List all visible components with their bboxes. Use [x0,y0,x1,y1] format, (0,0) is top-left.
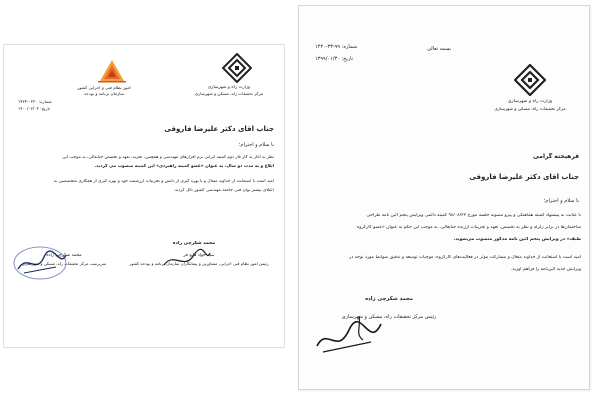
left-letter-page [3,44,285,348]
recipient: جناب آقای دکتر علیرضا فاروقی [164,125,274,133]
ministry-logo [514,64,546,96]
letter-number: شماره: ۹۹-۳۳-۱۴۳۰ [315,44,358,50]
ministry-logo [222,53,252,83]
research-center-name: مرکز تحقیقات راه، مسکن و شهرسازی [494,107,566,112]
right-letter-page [298,5,590,390]
signer-title: رئیس مرکز تحقیقات راه، مسکن و شهرسازی [341,314,437,320]
pbo-logo [94,59,130,83]
honorific: فرهیخته گرامی [533,153,579,160]
ministry-logo-title: وزارت راه و شهرسازی [207,85,251,90]
signer-right-name-display: محمد شکرچی زاده [46,253,82,258]
body-line-1: نظر به آغاز به کار فاز دوم کمیته ایرانی نرم افزارهای مهندسی و همچنین، تجربه، تعهد و تخصص جنابعالی، به موجب این [62,155,274,160]
body-line-5: ویرایش جدید آئین‌نامه را فراهم آورید. [510,267,581,272]
basmala: بسمه تعالی [426,46,452,52]
greeting: با سلام و احترام؛ [238,142,274,148]
body-line-3: امید است با استعانت از خداوند متعال و با بهره گیری از دانش و تجربیات ارزشمند خود و بهره گیری از همکاری متخصصین به [53,179,274,184]
signer-right-name: محمد شکرچی زاده [172,241,216,246]
signature [309,306,389,370]
signer-left-title: رئیس امور نظام فنی اجرایی، مشاورین و پیمانکاران سازمان برنامه و بودجه کشور [129,261,269,266]
signer-right-title: سرپرست مرکز تحقیقات راه، مسکن و شهرسازی [21,261,107,266]
body-line-3: طیف» در ویرایش پنجم آئین نامه مذکور منصوب می‌شوید. [453,237,581,242]
greeting: با سلام و احترام؛ [543,198,579,204]
letter-number: شماره: ۰۲۲۰-۱۴۳۴ [18,99,52,104]
signer-left-name: سید جواد قانع فر [183,253,215,258]
signer-name: محمد شکرچی زاده [365,296,413,302]
letter-date: تاریخ: ۱۴۰۰/۰۳/۰۴ [18,106,50,111]
pbo-logo-title: امور نظام فنی و اجرایی کشور [77,85,131,90]
ministry-name: وزارت راه و شهرسازی [507,99,553,104]
body-line-1: با عنایت به پیشنهاد کمیته هماهنگی و پیرو مصوبه جلسه مورخ ۹۸/۰۸/۲۲ کمیته دائمی ویرایش پنجم آئین نامه طراحی [366,213,581,218]
letter-date: تاریخ: ۱۳۹۹/۰۱/۳۰ [315,56,354,62]
body-line-2: ابلاغ و به مدت دو سال، به عنوان «عضو کمیته راهبردی» این کمیته منصوب می گردید. [94,164,274,169]
recipient: جناب آقای دکتر علیرضا فاروقی [469,173,579,181]
pbo-logo-subtitle: سازمان برنامه و بودجه [84,91,124,96]
body-line-4: امید است با استعانت از خداوند متعال و مشارکت موثر در فعالیت‌های کارگروه، موجبات توسعه و تدقیق ضوابط مورد توجه در [349,255,581,260]
body-line-2: ساختمان‌ها در برابر زلزله و نظر به تخصص، تعهد و تجربیات ارزنده جنابعالی، به موجب این حکم به عنوان «عضو کارگروه [356,225,581,230]
ministry-logo-subtitle: مرکز تحقیقات راه، مسکن و شهرسازی [194,91,264,96]
body-line-4: اعتلای بیشتر توان فنی جامعه مهندسی کشور نائل گردید. [173,188,274,193]
